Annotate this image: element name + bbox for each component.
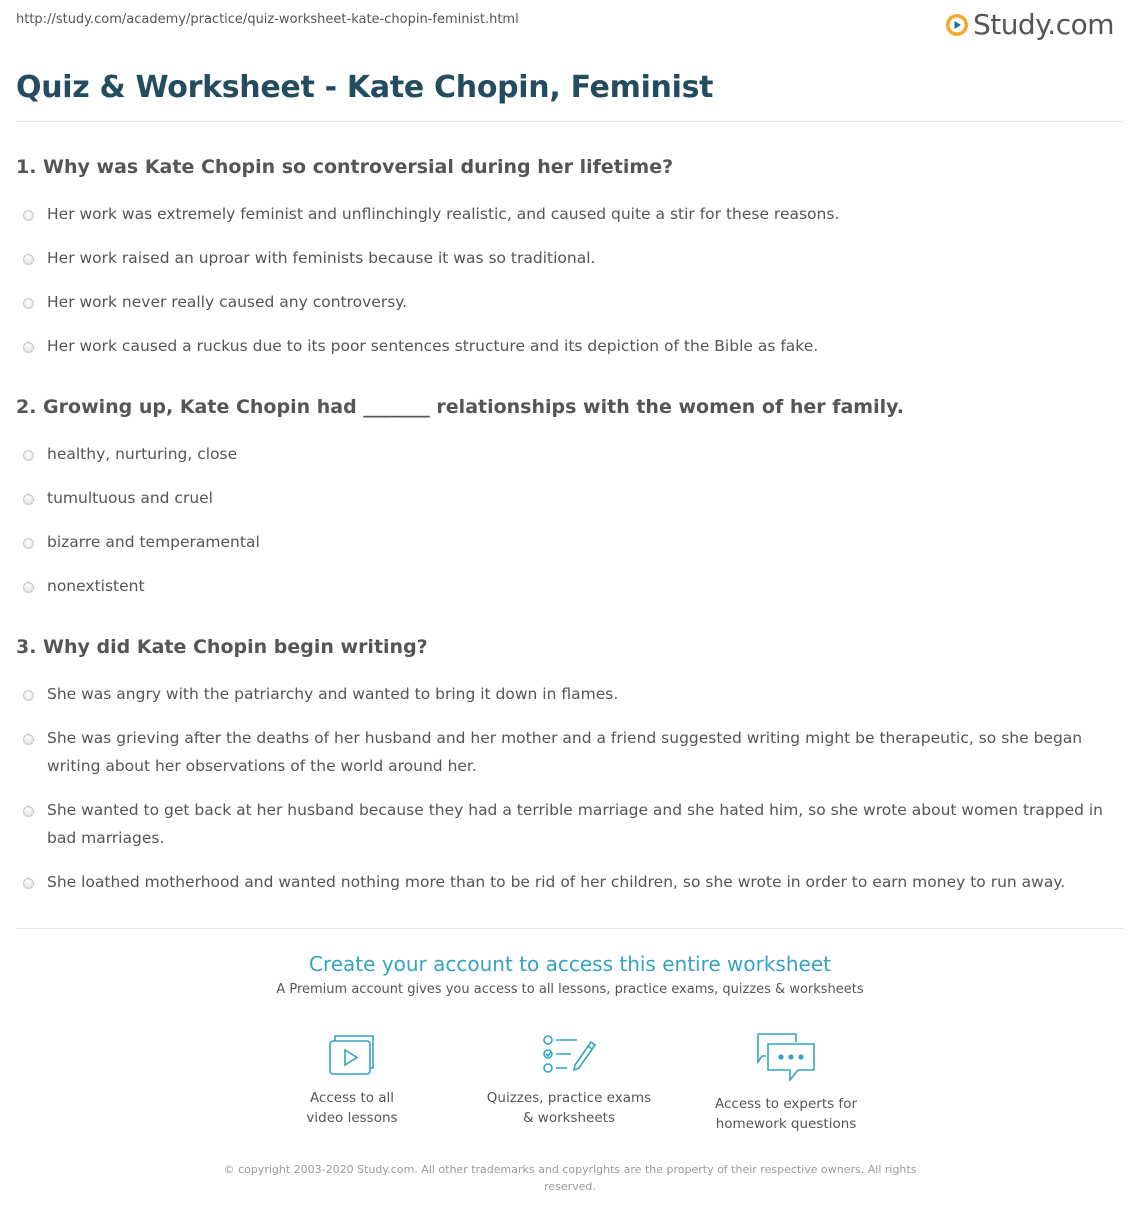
feature-label-line: Access to all — [309, 1090, 395, 1106]
copyright — [215, 1161, 925, 1195]
feature-experts — [686, 1032, 886, 1134]
answer-text: nonextistent — [47, 577, 145, 595]
radio-button[interactable] — [23, 538, 34, 549]
radio-button[interactable] — [23, 582, 34, 593]
create-account-link[interactable]: Create your account to access this entire worksheet — [309, 952, 831, 976]
answer-text: She was angry with the patriarchy and wanted to bring it down in flames. — [47, 685, 619, 703]
quiz-checklist-icon — [541, 1032, 597, 1078]
radio-button[interactable] — [23, 210, 34, 221]
copyright-line: reserved. — [544, 1180, 596, 1193]
answer-option[interactable] — [23, 445, 1113, 468]
play-circle-logo-icon — [945, 13, 969, 37]
answer-option[interactable] — [23, 293, 1113, 316]
page-title: Quiz & Worksheet - Kate Chopin, Feminist — [16, 70, 714, 105]
feature-label-line: Quizzes, practice exams — [486, 1090, 652, 1106]
radio-button[interactable] — [23, 342, 34, 353]
answer-text: Her work raised an uproar with feminists because it was so traditional. — [47, 249, 596, 267]
radio-button[interactable] — [23, 690, 34, 701]
feature-label-line: video lessons — [306, 1110, 398, 1126]
radio-button[interactable] — [23, 450, 34, 461]
question-3: 3. Why did Kate Chopin begin writing? — [16, 636, 428, 658]
video-lessons-icon — [326, 1032, 378, 1078]
copyright-line: © copyright 2003-2020 Study.com. All other trademarks and copyrights are the property of their respective owners. All rights — [223, 1163, 917, 1176]
radio-button[interactable] — [23, 734, 34, 745]
title-divider — [16, 121, 1124, 122]
cta-divider — [16, 928, 1124, 929]
answer-option[interactable] — [23, 205, 1113, 228]
feature-label-line: Access to experts for — [714, 1096, 857, 1112]
answer-text: She was grieving after the deaths of her husband and her mother and a friend suggested writing might be therapeutic, so she began writing about her observations of the world around her. — [47, 729, 1083, 775]
answer-option[interactable] — [23, 577, 1113, 600]
answer-option[interactable] — [23, 729, 1113, 780]
logo-text: Study.com — [972, 8, 1114, 41]
answer-text: healthy, nurturing, close — [47, 445, 238, 463]
answer-option[interactable] — [23, 685, 1113, 708]
radio-button[interactable] — [23, 878, 34, 889]
feature-video-lessons — [252, 1032, 452, 1128]
answer-option[interactable] — [23, 801, 1113, 852]
answer-option[interactable] — [23, 337, 1113, 360]
page-url[interactable]: http://study.com/academy/practice/quiz-worksheet-kate-chopin-feminist.html — [16, 12, 519, 27]
answer-text: Her work was extremely feminist and unflinchingly realistic, and caused quite a stir for these reasons. — [47, 205, 840, 223]
cta-subtitle: A Premium account gives you access to all lessons, practice exams, quizzes & worksheets — [276, 982, 864, 997]
radio-button[interactable] — [23, 494, 34, 505]
study-logo[interactable] — [945, 8, 1114, 41]
radio-button[interactable] — [23, 806, 34, 817]
answer-text: tumultuous and cruel — [47, 489, 213, 507]
answer-text: She wanted to get back at her husband because they had a terrible marriage and she hated him, so she wrote about women trapped in bad marriages. — [47, 801, 1103, 847]
question-1: 1. Why was Kate Chopin so controversial during her lifetime? — [16, 156, 674, 178]
question-2: 2. Growing up, Kate Chopin had _______ relationships with the women of her family. — [16, 396, 904, 418]
answer-text: Her work caused a ruckus due to its poor sentences structure and its depiction of the Bible as fake. — [47, 337, 819, 355]
answer-text: She loathed motherhood and wanted nothing more than to be rid of her children, so she wrote in order to earn money to run away. — [47, 873, 1066, 891]
answer-option[interactable] — [23, 489, 1113, 512]
radio-button[interactable] — [23, 254, 34, 265]
feature-label-line: & worksheets — [522, 1110, 615, 1126]
feature-quizzes — [469, 1032, 669, 1128]
answer-option[interactable] — [23, 249, 1113, 272]
answer-option[interactable] — [23, 873, 1113, 896]
answer-option[interactable] — [23, 533, 1113, 556]
answer-text: Her work never really caused any controversy. — [47, 293, 408, 311]
chat-bubbles-icon — [754, 1032, 818, 1084]
feature-label-line: homework questions — [715, 1116, 857, 1132]
answer-text: bizarre and temperamental — [47, 533, 260, 551]
radio-button[interactable] — [23, 298, 34, 309]
